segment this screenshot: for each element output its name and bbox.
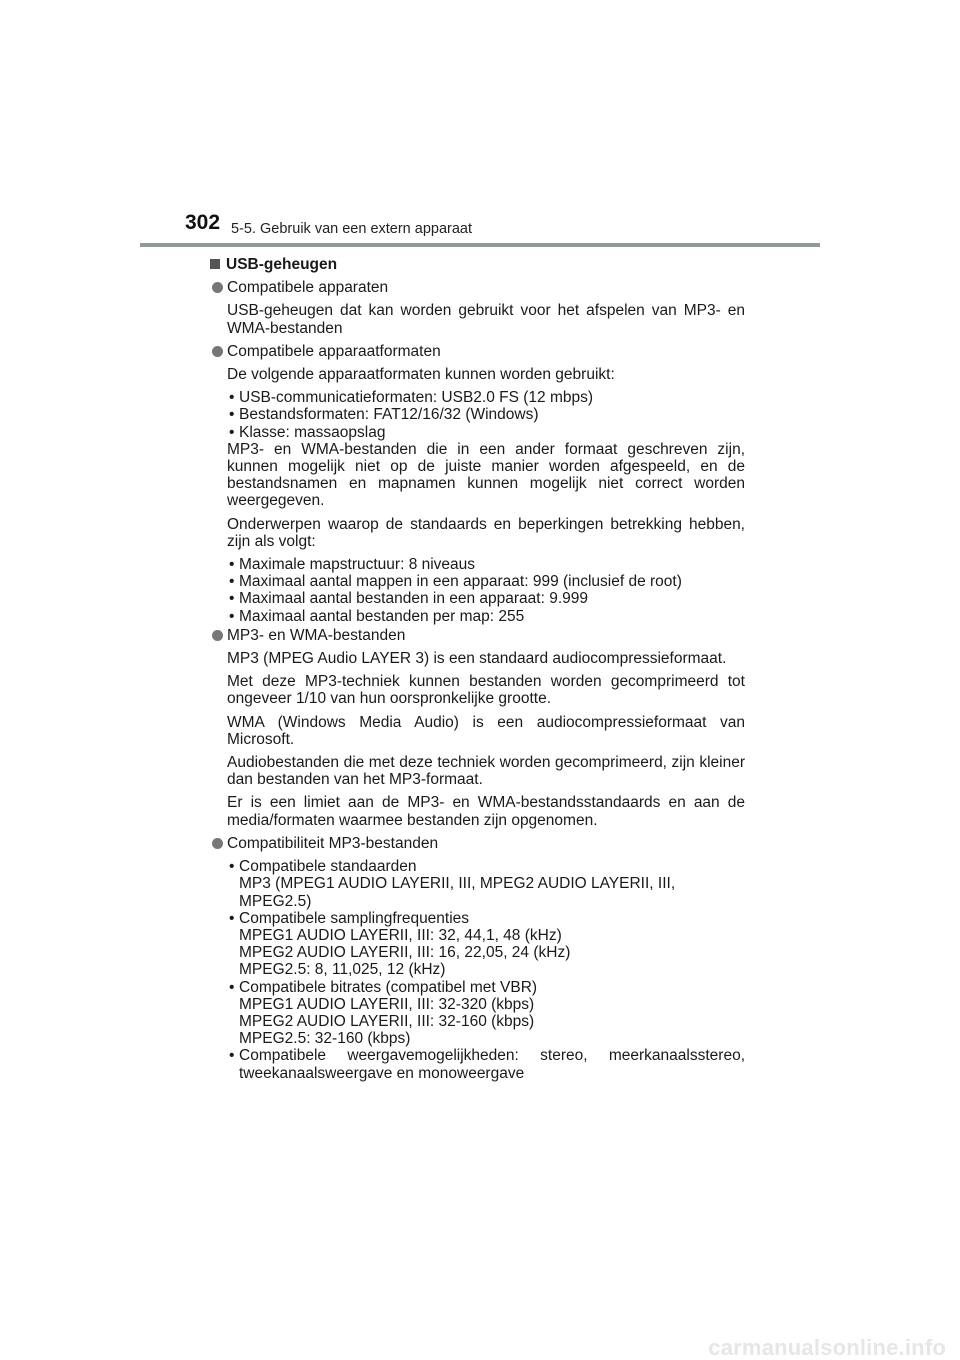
paragraph: Met deze MP3-techniek kunnen bestanden worden gecomprimeerd tot ongeveer 1/10 van hun oorspronkelijke grootte. [227, 673, 745, 708]
item-title: Compatibiliteit MP3-bestanden [227, 834, 439, 852]
list-item [227, 1047, 745, 1081]
paragraph: De volgende apparaatformaten kunnen worden gebruikt: [227, 366, 615, 384]
list-item-label: • Compatibele samplingfrequenties [239, 909, 470, 927]
list-item-line: MPEG2 AUDIO LAYERII, III: 16, 22,05, 24 (kHz) [239, 944, 571, 962]
watermark: carmanualsonline.info [708, 1334, 946, 1360]
square-bullet-icon [210, 259, 220, 269]
circle-bullet-icon [212, 282, 223, 293]
heading-text: USB-geheugen [226, 256, 338, 273]
list-item-line: MP3 (MPEG1 AUDIO LAYERII, III, MPEG2 AUDIO LAYERII, III, MPEG2.5) [239, 875, 676, 910]
paragraph: MP3 (MPEG Audio LAYER 3) is een standaard audiocompressieformaat. [227, 650, 727, 668]
item-compatible-devices [210, 279, 745, 296]
list-item-line: • Compatibele weergavemogelijkheden: stereo, meerkanaalsstereo, [239, 1047, 745, 1065]
paragraph: USB-geheugen dat kan worden gebruikt voor het afspelen van MP3- en WMA-bestanden [227, 302, 745, 337]
paragraph: Er is een limiet aan de MP3- en WMA-bestandsstandaards en aan de media/formaten waarmee bestanden zijn opgenomen. [227, 794, 745, 829]
list-item: • Maximale mapstructuur: 8 niveaus [227, 556, 745, 573]
paragraph: WMA (Windows Media Audio) is een audiocompressieformaat van Microsoft. [227, 713, 745, 748]
circle-bullet-icon [212, 838, 223, 849]
list-item: • Maximaal aantal mappen in een apparaat: 999 (inclusief de root) [227, 573, 745, 590]
list-item-line: MPEG1 AUDIO LAYERII, III: 32, 44,1, 48 (kHz) [239, 926, 562, 944]
list-item: • Bestandsformaten: FAT12/16/32 (Windows) [227, 406, 745, 423]
list-item [227, 979, 745, 1048]
item-title: Compatibele apparaten [227, 279, 389, 297]
paragraph: Audiobestanden die met deze techniek worden gecomprimeerd, zijn kleiner dan bestanden van het MP3-formaat. [227, 754, 745, 789]
format-list [210, 389, 745, 441]
page-number: 302 [185, 211, 221, 234]
item-title: Compatibele apparaatformaten [227, 342, 441, 360]
list-item [227, 858, 745, 910]
item-mp3-compatibility [210, 835, 745, 852]
list-item [227, 910, 745, 979]
list-item-line: MPEG2.5: 32-160 (kbps) [239, 1030, 411, 1048]
compatibility-list [210, 858, 745, 1082]
list-item-line: MPEG1 AUDIO LAYERII, III: 32-320 (kbps) [239, 995, 535, 1013]
list-item: • USB-communicatieformaten: USB2.0 FS (12 mbps) [227, 389, 745, 406]
section-title: 5-5. Gebruik van een extern apparaat [231, 221, 473, 237]
paragraph: Onderwerpen waarop de standaards en beperkingen betrekking hebben, zijn als volgt: [227, 515, 745, 550]
item-mp3-wma-files [210, 627, 745, 644]
list-item-line: MPEG2.5: 8, 11,025, 12 (kHz) [239, 961, 446, 979]
header-rule [140, 243, 820, 247]
list-item-line: MPEG2 AUDIO LAYERII, III: 32-160 (kbps) [239, 1012, 535, 1030]
circle-bullet-icon [212, 630, 223, 641]
item-device-formats [210, 343, 745, 360]
list-item: • Maximaal aantal bestanden per map: 255 [227, 608, 745, 625]
item-title: MP3- en WMA-bestanden [227, 626, 406, 644]
list-item: • Maximaal aantal bestanden in een apparaat: 9.999 [227, 590, 745, 607]
paragraph: MP3- en WMA-bestanden die in een ander formaat geschreven zijn, kunnen mogelijk niet op de juiste manier worden afgespeeld, en de bestandsnamen en mapnamen kunnen mogelijk niet correct worden weergegeven. [227, 440, 745, 510]
list-item: • Klasse: massaopslag [227, 424, 745, 441]
circle-bullet-icon [212, 346, 223, 357]
list-item-line: tweekanaalsweergave en monoweergave [239, 1064, 525, 1082]
list-item-label: • Compatibele standaarden [239, 858, 417, 876]
list-item-label: • Compatibele bitrates (compatibel met VBR) [239, 978, 538, 996]
limits-list [210, 556, 745, 625]
section-heading [210, 256, 745, 273]
page-content [210, 256, 745, 1082]
